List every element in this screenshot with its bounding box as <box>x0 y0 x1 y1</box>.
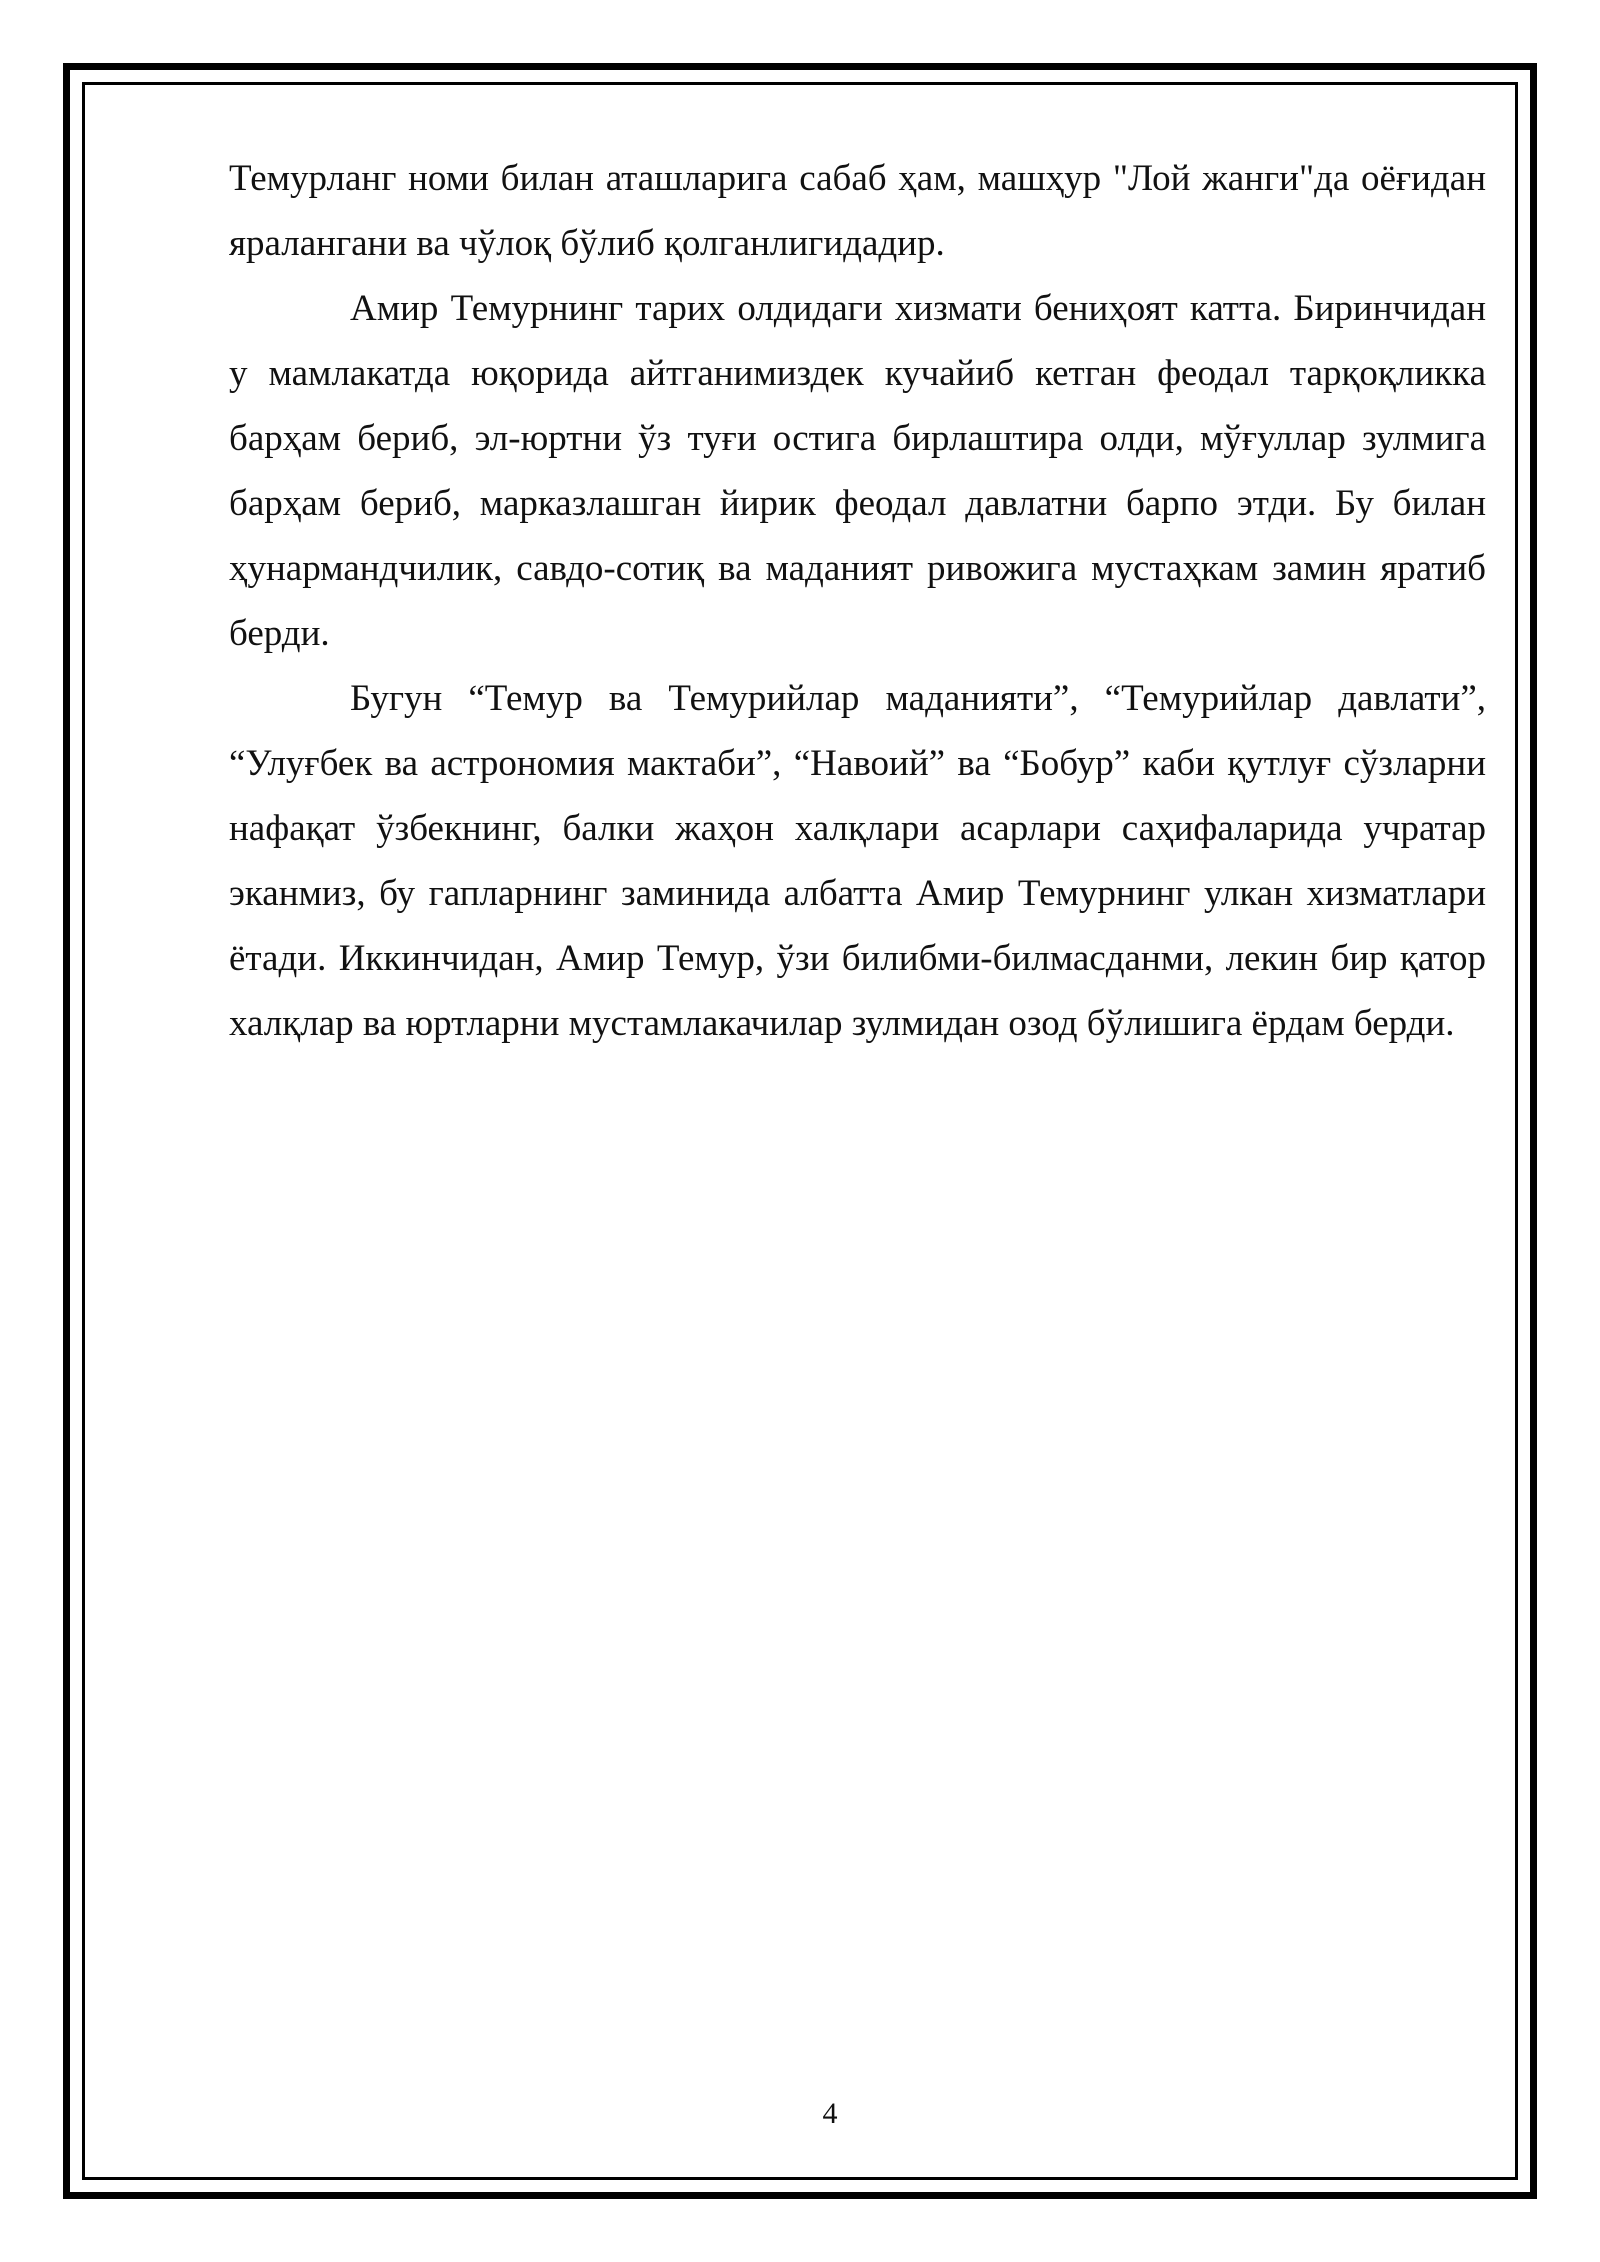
paragraph-1: Темурланг номи билан аташларига сабаб ҳам, машҳур "Лой жанги"да оёғидан яралангани ва чўлоқ бўлиб қолганлигидадир. <box>229 158 1486 264</box>
paragraph-3: Бугун “Темур ва Темурийлар маданияти”, “Темурийлар давлати”, “Улуғбек ва астрономия мактаби”, “Навоий” ва “Бобур” каби қутлуғ сўзларни нафақат ўзбекнинг, балки жаҳон халқлари асарлари саҳифаларида учратар эканмиз, бу гапларнинг заминида албатта Амир Темурнинг улкан хизматлари ётади. Иккинчидан, Амир Темур, ўзи билибми-билмасданми, лекин бир қатор халқлар ва юртларни мустамлакачилар зулмидан озод бўлишига ёрдам берди. <box>229 678 1486 1044</box>
page-number: 4 <box>822 2097 838 2130</box>
document-body <box>229 146 1486 1056</box>
paragraph-2: Амир Темурнинг тарих олдидаги хизмати бениҳоят катта. Биринчидан у мамлакатда юқорида айтганимиздек кучайиб кетган феодал тарқоқликка барҳам бериб, эл-юртни ўз туғи остига бирлаштира олди, мўғуллар зулмига барҳам бериб, марказлашган йирик феодал давлатни барпо этди. Бу билан ҳунармандчилик, савдо-сотиқ ва маданият ривожига мустаҳкам замин яратиб берди. <box>229 288 1486 654</box>
